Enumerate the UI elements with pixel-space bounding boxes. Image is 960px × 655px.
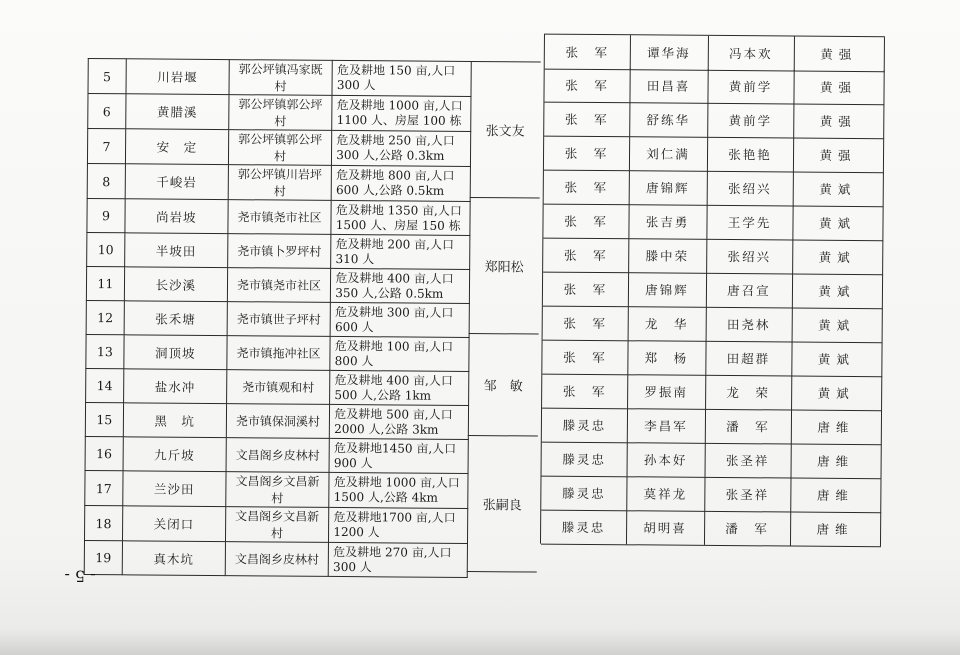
risk-description: 危及耕地 400 亩,人口 500 人,公路 1km [330, 370, 469, 405]
responsible-c4: 黄强 [794, 37, 885, 72]
responsible-c2: 唐锦辉 [629, 170, 708, 205]
leader-cell: 郑阳松 [469, 198, 540, 335]
site-name: 千峻岩 [125, 164, 228, 200]
risk-description: 危及耕地 200 亩,人口 310 人 [331, 234, 470, 269]
responsible-c3: 黄前学 [707, 103, 794, 138]
risk-description: 危及耕地 270 亩,人口 300 人 [329, 542, 468, 577]
responsible-row [544, 102, 884, 140]
table-row [86, 300, 469, 337]
responsible-c4: 黄斌 [792, 274, 883, 309]
responsible-c1: 张 军 [544, 68, 630, 103]
table-row [86, 334, 469, 371]
page-number: - 5 - [64, 566, 96, 586]
responsible-c3: 田尧林 [706, 307, 793, 342]
responsible-row [545, 34, 885, 73]
row-number: 8 [87, 163, 125, 198]
row-number: 17 [85, 470, 123, 505]
responsible-c2: 张吉勇 [628, 204, 707, 239]
risk-description: 危及耕地 400 亩,人口 350 人,公路 0.5km [331, 268, 470, 303]
responsible-c4: 黄斌 [793, 172, 884, 207]
site-name: 半坡田 [124, 233, 227, 268]
responsible-c1: 张 军 [543, 238, 629, 273]
row-number: 7 [87, 129, 125, 164]
responsible-c1: 张 军 [544, 170, 630, 205]
responsible-row [544, 136, 884, 174]
town-village: 文昌阁乡文昌新村 [226, 472, 330, 508]
responsible-row [544, 170, 884, 208]
table-row [88, 59, 471, 97]
row-number: 18 [84, 505, 122, 540]
site-name: 川岩堰 [126, 59, 229, 95]
site-name: 黑 坑 [123, 403, 226, 438]
responsible-c3: 潘 军 [704, 511, 791, 546]
town-village: 郭公坪镇冯家既村 [229, 60, 333, 96]
responsible-c2: 刘仁满 [629, 136, 708, 171]
responsible-c3: 冯本欢 [708, 36, 795, 71]
site-name: 安 定 [125, 129, 228, 165]
table-row [86, 266, 469, 303]
responsible-c1: 张 军 [544, 102, 630, 137]
table-row [85, 436, 468, 473]
table-row [85, 470, 468, 508]
town-village: 尧市镇拖冲社区 [227, 336, 331, 371]
town-village: 尧市镇观和村 [226, 370, 330, 405]
responsible-c4: 唐维 [791, 410, 882, 445]
responsible-row [541, 510, 881, 548]
responsible-c3: 张艳艳 [707, 137, 794, 172]
table-row [87, 198, 470, 235]
responsible-row [542, 340, 882, 378]
risk-description: 危及耕地 1000 亩,人口 1100 人、房屋 100 栋 [332, 95, 471, 131]
responsible-c2: 郑 杨 [627, 340, 706, 375]
responsible-c1: 滕灵忠 [542, 408, 628, 443]
responsible-row [542, 374, 882, 412]
responsible-c2: 龙 华 [628, 306, 707, 341]
responsible-c1: 张 军 [543, 204, 629, 239]
responsible-c3: 黄前学 [707, 69, 794, 104]
site-name: 尚岩坡 [125, 199, 228, 234]
town-village: 郭公坪镇郭公坪村 [228, 95, 332, 131]
risk-description: 危及耕地 250 亩,人口 300 人,公路 0.3km [332, 130, 471, 166]
town-village: 文昌阁乡皮林村 [226, 438, 330, 473]
responsible-c4: 黄斌 [792, 308, 883, 343]
responsible-c1: 张 军 [543, 306, 629, 341]
row-number: 11 [86, 266, 124, 300]
responsible-c4: 黄强 [793, 104, 884, 139]
responsible-c2: 李昌军 [627, 408, 706, 443]
responsible-c2: 田昌喜 [629, 68, 708, 103]
responsible-row [541, 476, 881, 514]
risk-description: 危及耕地 1350 亩,人口 1500 人、房屋 150 栋 [331, 200, 470, 235]
responsible-c1: 张 军 [543, 272, 629, 307]
responsible-c2: 谭华海 [630, 35, 709, 70]
table-row [86, 368, 469, 405]
leader-cell: 邹 敏 [468, 334, 539, 437]
leader-column [467, 61, 541, 573]
responsible-c2: 孙本好 [627, 442, 706, 477]
responsible-c2: 滕中荣 [628, 238, 707, 273]
table-row [87, 232, 470, 269]
responsible-c4: 唐维 [791, 444, 882, 479]
responsible-row [543, 272, 883, 310]
responsible-c4: 黄强 [793, 138, 884, 173]
responsible-c3: 唐召宣 [706, 273, 793, 308]
row-number: 13 [86, 334, 124, 368]
table-row [85, 402, 468, 439]
site-name: 黄腊溪 [126, 94, 229, 130]
town-village: 文昌阁乡文昌新村 [225, 507, 329, 543]
responsible-c2: 莫祥龙 [626, 476, 705, 511]
town-village: 尧市镇尧市社区 [228, 200, 332, 235]
table-row [88, 94, 471, 132]
risk-description: 危及耕地1700 亩,人口 1200 人 [329, 507, 468, 543]
risk-description: 危及耕地 1000 亩,人口 1500 人,公路 4km [329, 472, 468, 508]
responsible-row [542, 442, 882, 480]
responsible-c2: 舒练华 [629, 102, 708, 137]
town-village: 郭公坪镇川岩坪村 [228, 165, 332, 201]
town-village: 文昌阁乡皮林村 [225, 542, 329, 577]
table-row [87, 163, 470, 201]
row-number: 9 [87, 198, 125, 232]
responsible-c3: 张绍兴 [706, 239, 793, 274]
row-number: 5 [88, 59, 126, 94]
row-number: 19 [84, 540, 122, 574]
site-name: 兰沙田 [123, 471, 226, 507]
responsible-c4: 唐维 [790, 478, 881, 513]
responsible-c3: 张圣祥 [704, 477, 791, 512]
row-number: 6 [88, 94, 126, 129]
responsible-c4: 黄斌 [792, 206, 883, 241]
responsible-c1: 张 军 [544, 136, 630, 171]
site-name: 长沙溪 [124, 267, 227, 302]
town-village: 郭公坪镇郭公坪村 [228, 130, 332, 166]
responsible-row [543, 238, 883, 276]
responsible-c3: 潘 军 [705, 409, 792, 444]
leader-cell: 张文友 [470, 62, 541, 199]
table-row [84, 540, 467, 577]
responsible-persons-table [540, 34, 885, 547]
location-table [84, 58, 472, 578]
site-name: 真木坑 [122, 541, 225, 576]
site-name: 张禾塘 [124, 301, 227, 336]
risk-description: 危及耕地 300 亩,人口 600 人 [330, 302, 469, 337]
responsible-c3: 张圣祥 [705, 443, 792, 478]
responsible-row [542, 408, 882, 446]
town-village: 尧市镇世子坪村 [227, 302, 331, 337]
risk-description: 危及耕地 150 亩,人口 300 人 [332, 60, 471, 96]
risk-description: 危及耕地 500 亩,人口 2000 人,公路 3km [330, 404, 469, 439]
responsible-c4: 黄斌 [791, 342, 882, 377]
responsible-c1: 滕灵忠 [542, 442, 628, 477]
responsible-c1: 滕灵忠 [541, 476, 627, 511]
table-row [84, 505, 467, 543]
town-village: 尧市镇保洞溪村 [226, 404, 330, 439]
responsible-c3: 王学先 [706, 205, 793, 240]
row-number: 14 [86, 368, 124, 402]
responsible-c2: 罗振南 [627, 374, 706, 409]
town-village: 尧市镇尧市社区 [227, 268, 331, 303]
responsible-c1: 张 军 [545, 35, 631, 70]
responsible-c3: 龙 荣 [705, 375, 792, 410]
responsible-c3: 张绍兴 [707, 171, 794, 206]
site-name: 九斤坡 [123, 437, 226, 472]
site-name: 盐水冲 [123, 369, 226, 404]
scan-shadow [0, 629, 960, 655]
responsible-c4: 黄斌 [792, 240, 883, 275]
risk-description: 危及耕地 800 亩,人口 600 人,公路 0.5km [331, 165, 470, 201]
risk-description: 危及耕地1450 亩,人口 900 人 [329, 438, 468, 473]
responsible-c3: 田超群 [705, 341, 792, 376]
row-number: 10 [87, 232, 125, 266]
leader-cell: 张嗣良 [467, 436, 538, 573]
site-name: 关闭口 [122, 506, 225, 542]
responsible-c1: 张 军 [542, 340, 628, 375]
town-village: 尧市镇卜罗坪村 [227, 234, 331, 269]
risk-description: 危及耕地 100 亩,人口 800 人 [330, 336, 469, 371]
site-name: 洞顶坡 [124, 335, 227, 370]
responsible-row [543, 204, 883, 242]
responsible-c4: 黄强 [793, 70, 884, 105]
responsible-c2: 唐锦辉 [628, 272, 707, 307]
responsible-row [544, 68, 884, 106]
row-number: 15 [85, 402, 123, 436]
responsible-c1: 张 军 [542, 374, 628, 409]
row-number: 16 [85, 436, 123, 470]
responsible-row [543, 306, 883, 344]
table-row [87, 129, 470, 167]
document-table [84, 30, 884, 576]
responsible-c4: 唐维 [790, 512, 881, 547]
row-number: 12 [86, 300, 124, 334]
responsible-c2: 胡明喜 [626, 510, 705, 545]
responsible-c4: 黄斌 [791, 376, 882, 411]
responsible-c1: 滕灵忠 [541, 510, 627, 545]
